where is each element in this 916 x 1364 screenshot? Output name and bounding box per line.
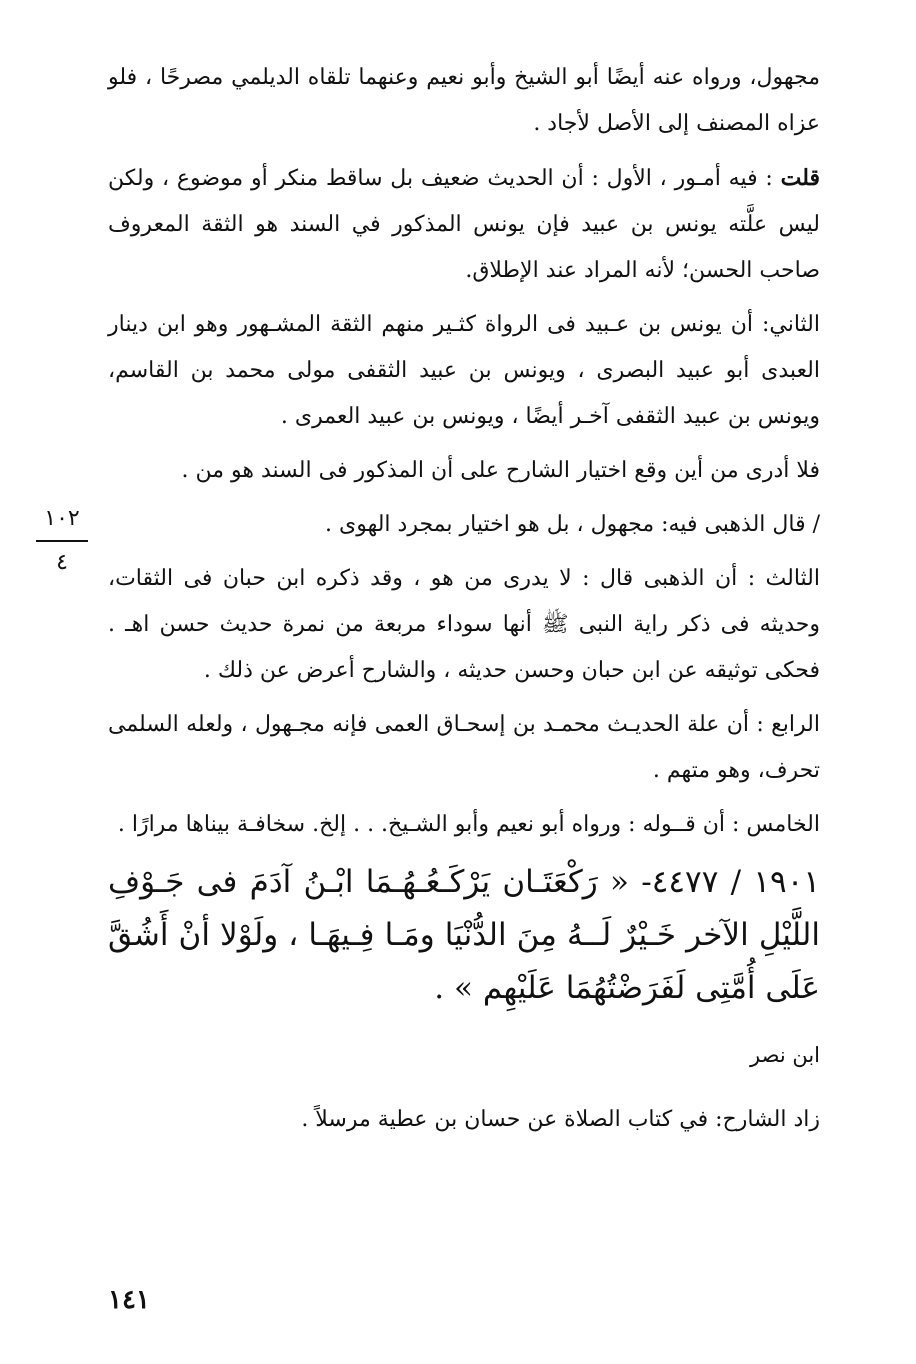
paragraph-2-text: : فيه أمـور ، الأول : أن الحديث ضعيف بل ساقط منكر أو موضوع ، ولكن ليس علَّته يونس بن عبيد فإن يونس المذكور في السند هو الثقة المعروف صاحب الحسن؛ لأنه المراد عند الإطلاق.: [108, 166, 820, 283]
paragraph-2-lead: قلت: [780, 165, 820, 191]
margin-reference-top: ١٠٢: [44, 506, 80, 531]
paragraph-1-text: مجهول، ورواه عنه أيضًا أبو الشيخ وأبو نعيم وعنهما تلقاه الديلمي مصرحًا ، فلو عزاه المصنف إلى الأصل لأجاد .: [108, 65, 820, 136]
page-body: [108, 55, 820, 1151]
margin-reference-bottom: ٤: [56, 550, 68, 575]
margin-reference: [36, 504, 88, 578]
paragraph-3-text: الثاني: أن يونس بن عـبيد فى الرواة كثـير منهم الثقة المشـهور وهو ابن دينار العبدى أبو عبيد البصرى ، ويونس بن عبيد الثقفى مولى محمد بن القاسم، ويونس بن عبيد الثقفى آخـر أيضًا ، ويونس بن عبيد العمرى .: [108, 312, 820, 429]
paragraph-2: [108, 155, 820, 294]
hadith-text: ١٩٠١ / ٤٤٧٧- « رَكْعَتَـان يَرْكَـعُـهُـمَا ابْـنُ آدَمَ فى جَـوْفِ اللَّيْلِ الآخر خَـيْرٌ لَــهُ مِنَ الدُّنْيَا ومَـا فِـيهَـا ، ولَوْلا أنْ أَشُقَّ عَلَى أُمَّتِى لَفَرَضْتُهُمَا عَلَيْهِم » .: [108, 864, 820, 1006]
hadith-source: ابن نصر: [750, 1043, 820, 1067]
paragraph-4: [108, 448, 820, 494]
paragraph-8: [108, 802, 820, 848]
paragraph-1: [108, 55, 820, 147]
paragraph-5: [108, 502, 820, 548]
addendum: زاد الشارح: في كتاب الصلاة عن حسان بن عطية مرسلاً .: [301, 1107, 820, 1132]
paragraph-5-text: / قال الذهبى فيه: مجهول ، بل هو اختيار بمجرد الهوى .: [325, 512, 820, 537]
paragraph-4-text: فلا أدرى من أين وقع اختيار الشارح على أن المذكور فى السند هو من .: [181, 458, 820, 483]
paragraph-7: [108, 702, 820, 794]
paragraph-6-text: الثالث : أن الذهبى قال : لا يدرى من هو ، وقد ذكره ابن حبان فى الثقات، وحديثه فى ذكر راية النبى ﷺ أنها سوداء مربعة من نمرة حديث حسن اهـ . فحكى توثيقه عن ابن حبان وحسن حديثه ، والشارح أعرض عن ذلك .: [108, 566, 820, 683]
margin-reference-rule: [36, 540, 88, 542]
paragraph-3: [108, 302, 820, 440]
paragraph-8-text: الخامس : أن قــوله : ورواه أبو نعيم وأبو الشـيخ. . . إلخ. سخافـة بيناها مرارًا .: [117, 812, 820, 837]
paragraph-7-text: الرابع : أن علة الحديـث محمـد بن إسحـاق العمى فإنه مجـهول ، ولعله السلمى تحرف، وهو متهم .: [108, 712, 820, 783]
paragraph-6: [108, 556, 820, 694]
page-number: ١٤١: [108, 1285, 150, 1315]
